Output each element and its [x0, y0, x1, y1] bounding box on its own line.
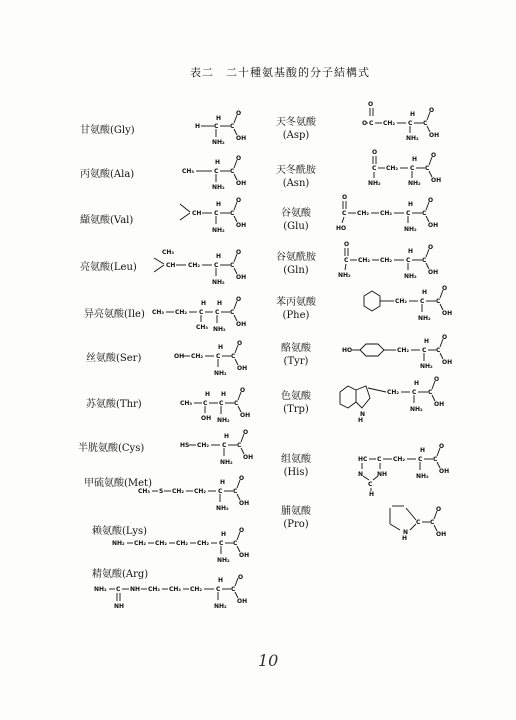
atom-h: H: [410, 111, 416, 118]
atom-o: O: [236, 249, 242, 256]
abbr: (Asn): [282, 178, 310, 189]
atom-c: C: [230, 210, 235, 217]
atom-c: C: [344, 257, 349, 264]
group-nh2: NH₂: [368, 180, 381, 187]
atom-o: O: [368, 101, 374, 108]
name: 赖氨酸: [92, 526, 122, 537]
name: 脯氨酸: [281, 506, 311, 517]
atom-oh: OH: [428, 222, 439, 229]
abbr: (Glu): [283, 221, 309, 232]
atom-o: O: [442, 285, 448, 292]
name: 甘氨酸: [80, 125, 110, 136]
atom-oh: OH: [243, 454, 254, 461]
atom-h: H: [420, 447, 426, 454]
group-hs: HS: [180, 442, 190, 449]
group-nh2: NH₂: [338, 272, 351, 279]
structure-gly: [190, 112, 250, 152]
atom-c: C: [410, 165, 415, 172]
group-ch2: CH₂: [155, 540, 168, 547]
atom-oh: OH: [237, 365, 248, 372]
atom-c: C: [412, 389, 417, 396]
atom-o: O: [344, 241, 350, 248]
group-ch: CH: [192, 210, 202, 217]
amino-acid-label-leu: [80, 261, 137, 274]
abbr: (Asp): [282, 130, 310, 141]
atom-c: C: [420, 298, 425, 305]
group-ch2: CH₂: [148, 586, 161, 593]
atom-oh: OH: [236, 180, 247, 187]
atom-c: C: [214, 168, 219, 175]
atom-o: O: [237, 340, 243, 347]
name: 丙氨酸: [80, 169, 110, 180]
atom-h: H: [221, 531, 227, 538]
atom-o: O: [372, 149, 378, 156]
atom-oh: OH: [239, 552, 250, 559]
amino-acid-label-thr: [86, 398, 142, 411]
name: 丝氨酸: [86, 353, 116, 364]
atom-h: H: [195, 123, 201, 130]
atom-n: N: [358, 471, 364, 478]
atom-c: C: [214, 262, 219, 269]
structure-asn: [362, 148, 460, 192]
structure-phe: [356, 284, 460, 332]
group-ch3: CH₃: [138, 488, 151, 495]
atom-oh: OH: [236, 321, 247, 328]
atom-o: O: [429, 107, 435, 114]
structure-asp: [360, 100, 460, 144]
atom-ho: HO: [336, 225, 347, 232]
structure-his: [352, 428, 460, 498]
atom-o: O: [428, 244, 434, 251]
atom-h: H: [216, 115, 222, 122]
structure-leu: [150, 246, 256, 288]
abbr: (Trp): [283, 404, 309, 415]
atom-o: O: [238, 574, 244, 581]
group-ch2: CH₂: [380, 257, 393, 264]
group-ch3: CH₃: [162, 249, 175, 256]
group-nh2: NH₂: [94, 586, 107, 593]
abbr: (Tyr): [283, 356, 309, 367]
atom-c: C: [233, 488, 238, 495]
atom-h: H: [221, 391, 227, 398]
atom-n: N: [403, 529, 409, 536]
group-ch3: CH₃: [180, 400, 193, 407]
name: 精氨酸: [92, 569, 122, 580]
atom-h: H: [408, 201, 414, 208]
atom-o: O: [240, 387, 246, 394]
atom-o: O: [439, 443, 445, 450]
name: 谷氨酸: [281, 208, 311, 219]
group-ch2: CH₂: [194, 488, 207, 495]
abbr: (Thr): [116, 399, 142, 410]
atom-c: C: [216, 353, 221, 360]
atom-c: C: [203, 400, 208, 407]
amino-acid-label-pro: [273, 505, 319, 531]
name: 苏氨酸: [86, 399, 116, 410]
group-nh2: NH₂: [220, 459, 233, 466]
amino-acid-label-ala: [80, 168, 134, 181]
atom-h: H: [205, 391, 211, 398]
atom-c: C: [218, 488, 223, 495]
group-ch3: CH₃: [196, 324, 209, 331]
atom-oh: OH: [236, 222, 247, 229]
name: 酪氨酸: [281, 343, 311, 354]
group-nh2: NH₂: [217, 417, 230, 424]
atom-h: H: [216, 201, 222, 208]
amino-acid-label-asn: [273, 164, 319, 190]
amino-acid-label-asp: [273, 116, 319, 142]
name: 组氨酸: [281, 454, 311, 465]
group-ch2: CH₂: [397, 347, 410, 354]
atom-c: C: [433, 456, 438, 463]
group-nh2: NH₂: [112, 540, 125, 547]
atom-oh: OH: [428, 269, 439, 276]
atom-o: O: [236, 155, 242, 162]
atom-c: C: [216, 586, 221, 593]
atom-o: O: [431, 152, 437, 159]
atom-h: H: [224, 433, 230, 440]
indole-pyrrole-ring: [356, 386, 370, 408]
structure-tyr: [340, 330, 460, 378]
amino-acid-label-val: [80, 214, 133, 227]
group-ch2: CH₂: [380, 210, 393, 217]
abbr: (Ser): [116, 353, 142, 364]
atom-c: C: [422, 257, 427, 264]
atom-o: O: [236, 110, 242, 117]
atom-c: C: [199, 309, 204, 316]
group-ch2: CH₂: [172, 488, 185, 495]
atom-c: C: [230, 309, 235, 316]
group-ch2: CH₂: [383, 120, 396, 127]
atom-c: C: [234, 400, 239, 407]
atom-oh: OH: [442, 310, 453, 317]
structure-ala: [180, 155, 250, 195]
atom-o: O: [239, 527, 245, 534]
abbr: (His): [283, 467, 309, 478]
atom-c: C: [230, 168, 235, 175]
page-number: 10: [258, 651, 279, 670]
group-ch2: CH₂: [134, 540, 147, 547]
abbr: (Met): [124, 478, 152, 489]
group-nh2: NH₂: [416, 473, 429, 480]
group-ch2: CH₂: [357, 210, 370, 217]
atom-n: N: [360, 411, 366, 418]
atom-c: C: [408, 120, 413, 127]
group-nh2: NH₂: [214, 603, 227, 610]
atom-oh: OH: [236, 274, 247, 281]
atom-c: C: [219, 540, 224, 547]
atom-h: H: [201, 300, 207, 307]
atom-oh: OH: [442, 359, 453, 366]
group-nh2: NH₂: [212, 139, 225, 146]
atom-c: C: [422, 210, 427, 217]
atom-h: H: [216, 253, 222, 260]
atom-c: C: [215, 309, 220, 316]
abbr: (Phe): [282, 310, 310, 321]
atom-h: H: [408, 248, 414, 255]
abbr: (Arg): [122, 569, 149, 580]
atom-o: O: [442, 334, 448, 341]
group-ch2: CH₂: [395, 298, 408, 305]
group-nh2: NH₂: [212, 279, 225, 286]
atom-o: O: [436, 506, 442, 513]
amino-acid-label-trp: [273, 390, 319, 416]
structure-ser: [172, 340, 256, 380]
atom-c: C: [422, 347, 427, 354]
group-ch2: CH₂: [188, 262, 201, 269]
name: 谷氨酰胺: [276, 252, 316, 263]
atom-c: C: [416, 519, 421, 526]
atom-h: H: [424, 338, 430, 345]
abbr: (Gly): [110, 125, 135, 136]
atom-c: C: [406, 210, 411, 217]
name: 天冬酰胺: [276, 165, 316, 176]
atom-h: H: [218, 344, 224, 351]
group-ch2: CH₂: [358, 257, 371, 264]
group-nh2: NH₂: [408, 180, 421, 187]
atom-oh: OH: [434, 401, 445, 408]
atom-c: C: [230, 262, 235, 269]
name: 苯丙氨酸: [276, 297, 316, 308]
abbr: (Cys): [118, 443, 145, 454]
atom-oh: OH: [436, 531, 447, 538]
atom-c: C: [230, 123, 235, 130]
group-ch3: CH₃: [152, 309, 165, 316]
name: 半胱氨酸: [78, 443, 118, 454]
atom-oh: OH: [431, 177, 442, 184]
structure-ile: [150, 293, 256, 337]
indole-benzene-ring: [340, 386, 356, 408]
group-nh: NH: [114, 603, 125, 610]
amino-acid-label-tyr: [273, 342, 319, 368]
abbr: (Pro): [283, 519, 309, 530]
group-hc: HC: [358, 456, 368, 463]
atom-c: C: [436, 298, 441, 305]
abbr: (Ile): [124, 309, 145, 320]
name: 天冬氨酸: [276, 117, 316, 128]
structure-pro: [382, 498, 460, 550]
structure-val: [176, 197, 256, 242]
group-nh2: NH₂: [404, 226, 417, 233]
structure-glu: [334, 193, 460, 237]
atom-h: H: [218, 577, 224, 584]
benzene-ring: [364, 291, 380, 311]
group-nh2: NH₂: [216, 505, 229, 512]
atom-h: H: [215, 159, 221, 166]
abbr: (Lys): [122, 526, 148, 537]
amino-acid-label-gly: [80, 124, 135, 137]
amino-acid-label-cys: [78, 442, 144, 455]
atom-o: O: [243, 429, 249, 436]
atom-s: S: [159, 488, 164, 495]
atom-c: C: [377, 456, 382, 463]
group-ch2: CH₂: [197, 442, 210, 449]
structure-met: [136, 472, 256, 516]
atom-oh: OH: [439, 468, 450, 475]
group-nh2: NH₂: [418, 315, 431, 322]
atom-o: O: [236, 197, 242, 204]
group-ch2: CH₂: [387, 389, 400, 396]
group-nh2: NH₂: [213, 326, 226, 333]
group-nh2: NH₂: [404, 273, 417, 280]
atom-c: C: [222, 442, 227, 449]
abbr: (Gln): [283, 265, 309, 276]
atom-o: O: [342, 194, 348, 201]
name: 异亮氨酸: [84, 309, 124, 320]
atom-oh: OH: [236, 135, 247, 142]
group-ch2: CH₂: [197, 540, 210, 547]
group-ch2: CH₂: [169, 586, 182, 593]
group-nh2: NH₂: [212, 227, 225, 234]
group-nh2: NH₂: [217, 557, 230, 564]
atom-h: H: [414, 380, 420, 387]
atom-c: C: [406, 257, 411, 264]
atom-c: C: [231, 586, 236, 593]
atom-c: C: [219, 400, 224, 407]
structure-cys: [178, 428, 256, 470]
atom-o: O: [362, 120, 368, 127]
atom-o: O: [236, 296, 242, 303]
amino-acid-label-gln: [273, 251, 319, 277]
atom-o: O: [434, 376, 440, 383]
atom-oh: OH: [239, 500, 250, 507]
atom-h: H: [358, 417, 364, 424]
atom-c: C: [423, 120, 428, 127]
abbr: (Ala): [110, 169, 135, 180]
name: 甲硫氨酸: [84, 478, 124, 489]
atom-c: C: [342, 210, 347, 217]
group-ch2: CH₂: [175, 309, 188, 316]
atom-c: C: [368, 481, 373, 488]
benzene-ring: [360, 344, 384, 356]
atom-oh: OH: [174, 353, 185, 360]
structure-trp: [334, 376, 460, 432]
group-nh2: NH₂: [420, 363, 433, 370]
atom-c: C: [233, 540, 238, 547]
atom-c: C: [237, 442, 242, 449]
name: 纈氨酸: [80, 215, 110, 226]
name: 色氨酸: [281, 391, 311, 402]
atom-oh: OH: [429, 132, 440, 139]
group-nh2: NH₂: [214, 370, 227, 377]
atom-c: C: [430, 519, 435, 526]
atom-c: C: [436, 347, 441, 354]
group-ch: CH: [166, 262, 176, 269]
group-nh2: NH₂: [410, 406, 423, 413]
group-ch2: CH₂: [393, 456, 406, 463]
group-ch2: CH₂: [190, 586, 203, 593]
abbr: (Val): [110, 215, 134, 226]
amino-acid-label-ile: [84, 308, 145, 321]
atom-oh: OH: [240, 412, 251, 419]
amino-acid-label-ser: [86, 352, 141, 365]
structure-lys: [110, 524, 256, 568]
group-ch2: CH₂: [176, 540, 189, 547]
group-ch2: CH₂: [191, 353, 204, 360]
group-nh2: NH₂: [406, 135, 419, 142]
name: 亮氨酸: [80, 262, 110, 273]
amino-acid-label-his: [273, 453, 319, 479]
atom-c: C: [372, 165, 377, 172]
atom-oh: OH: [237, 598, 248, 605]
page-title: 表二 二十種氨基酸的分子結構式: [190, 66, 370, 79]
atom-c: C: [214, 123, 219, 130]
atom-c: C: [231, 353, 236, 360]
atom-c: C: [116, 586, 121, 593]
atom-c: C: [214, 210, 219, 217]
group-nh: NH: [377, 471, 388, 478]
group-nh2: NH₂: [212, 184, 225, 191]
atom-h: H: [402, 535, 408, 542]
group-ch3: CH₃: [182, 168, 195, 175]
atom-oh: OH: [201, 415, 212, 422]
atom-c: C: [418, 456, 423, 463]
atom-h: H: [412, 156, 418, 163]
amino-acid-label-phe: [273, 296, 319, 322]
group-ch2: CH₂: [386, 165, 399, 172]
atom-c: C: [425, 165, 430, 172]
atom-c: C: [428, 389, 433, 396]
structure-gln: [336, 240, 460, 284]
atom-c: C: [369, 120, 374, 127]
atom-o: O: [239, 475, 245, 482]
structure-thr: [178, 382, 256, 428]
atom-ho: HO: [342, 347, 353, 354]
atom-h: H: [422, 289, 428, 296]
atom-h: H: [217, 300, 223, 307]
abbr: (Leu): [110, 262, 137, 273]
atom-h: H: [369, 491, 375, 498]
group-nh: NH: [130, 586, 141, 593]
atom-h: H: [220, 479, 226, 486]
amino-acid-label-glu: [273, 207, 319, 233]
atom-o: O: [428, 197, 434, 204]
